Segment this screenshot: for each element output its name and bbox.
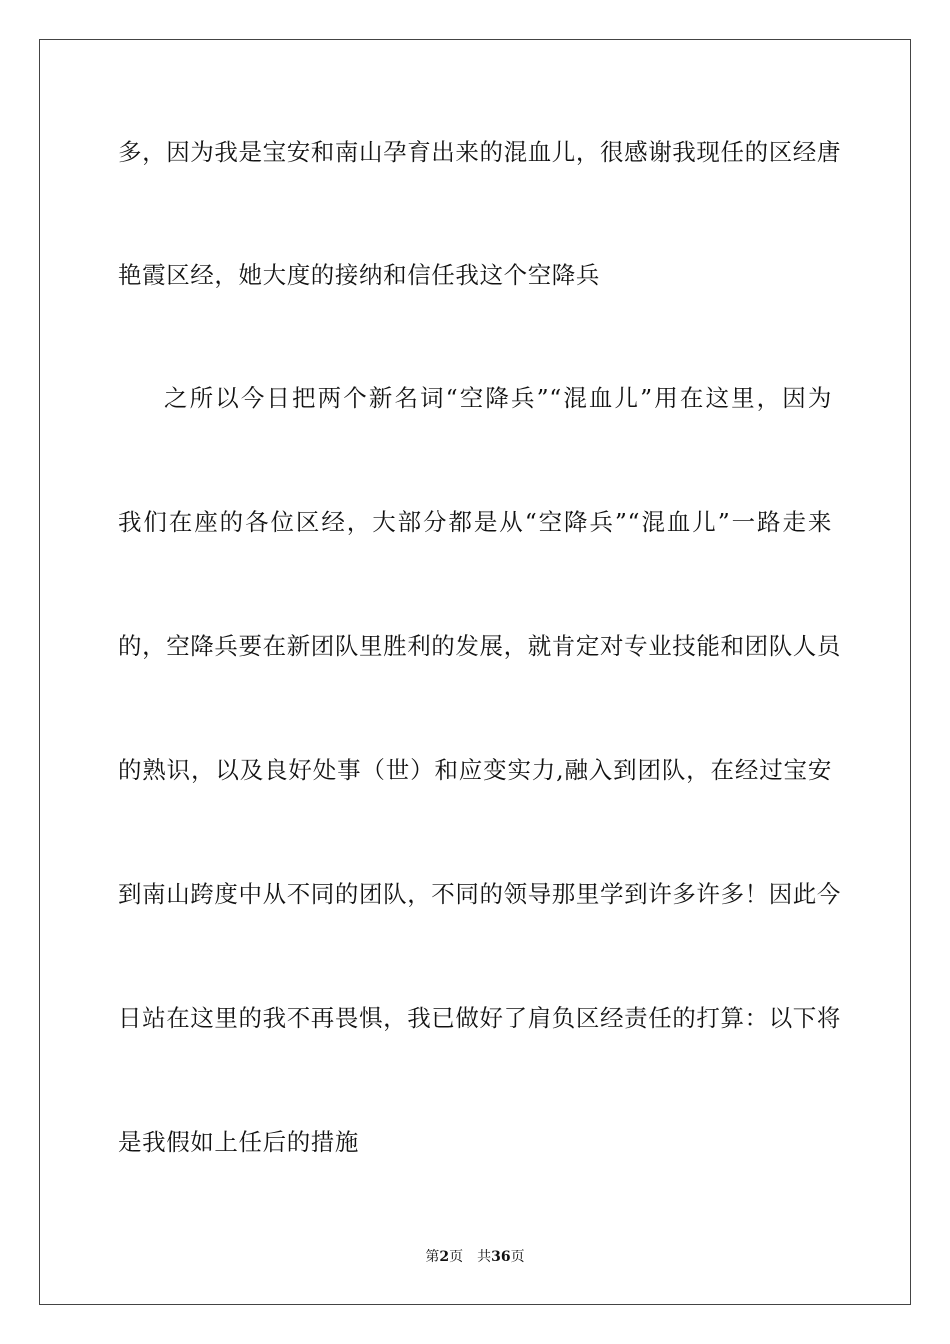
page-border: [39, 39, 911, 1305]
body-text-line-7: 到南山跨度中从不同的团队，不同的领导那里学到许多许多！因此今: [118, 880, 841, 908]
body-text-line-1: 多，因为我是宝安和南山孕育出来的混血儿，很感谢我现任的区经唐: [118, 138, 841, 166]
page-number: 2: [439, 1249, 450, 1265]
body-text-line-2: 艳霞区经，她大度的接纳和信任我这个空降兵: [118, 261, 600, 289]
total-prefix: 共: [477, 1249, 492, 1265]
total-suffix: 页: [510, 1249, 525, 1265]
page-prefix: 第: [425, 1249, 440, 1265]
body-text-line-8: 日站在这里的我不再畏惧，我已做好了肩负区经责任的打算：以下将: [118, 1004, 841, 1032]
body-text-line-4: 我们在座的各位区经，大部分都是从“空降兵”“混血儿”一路走来: [118, 508, 832, 536]
page-footer: [0, 1247, 950, 1267]
body-text-line-3: 之所以今日把两个新名词“空降兵”“混血儿”用在这里，因为: [164, 384, 832, 412]
body-text-line-9: 是我假如上任后的措施: [118, 1128, 359, 1156]
page-suffix: 页: [449, 1249, 464, 1265]
body-text-line-5: 的，空降兵要在新团队里胜利的发展，就肯定对专业技能和团队人员: [118, 632, 841, 660]
total-pages: 36: [491, 1249, 511, 1265]
body-text-line-6: 的熟识，以及良好处事（世）和应变实力,融入到团队，在经过宝安: [118, 756, 832, 784]
